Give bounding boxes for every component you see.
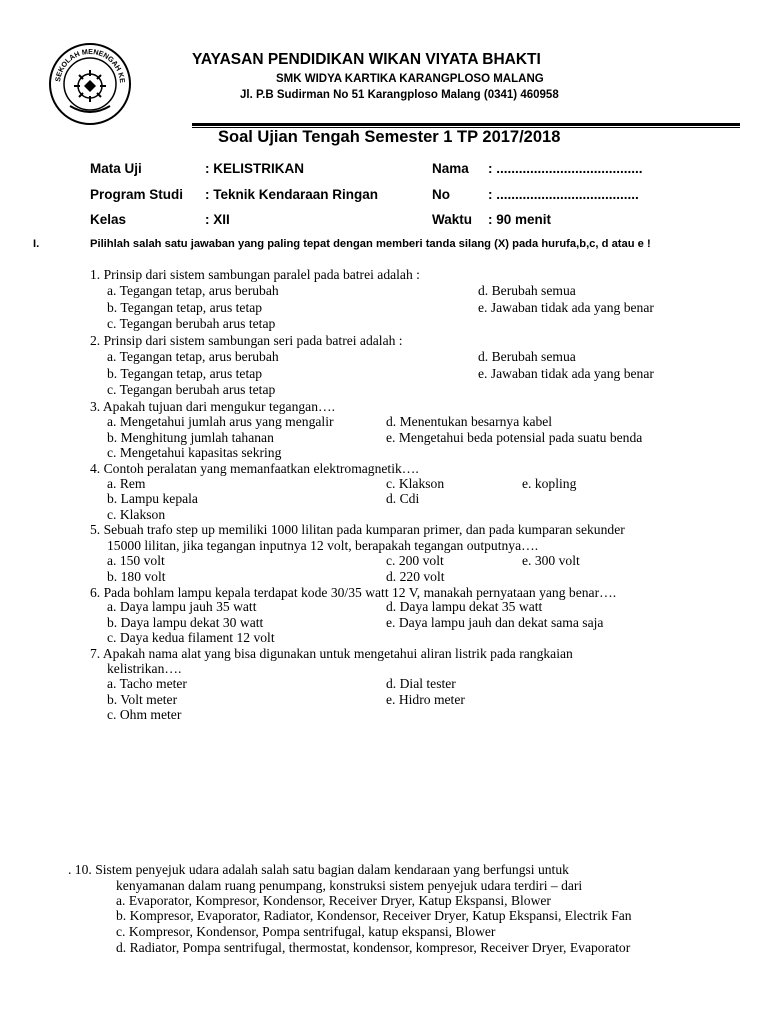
q6-option-a: a. Daya lampu jauh 35 watt (107, 599, 257, 614)
q1-option-a: a. Tegangan tetap, arus berubah (107, 283, 279, 298)
program-studi-value: : Teknik Kendaraan Ringan (205, 187, 379, 202)
q6-option-e: e. Daya lampu jauh dan dekat sama saja (386, 615, 604, 630)
q10-option-a: a. Evaporator, Kompresor, Kondensor, Receiver Dryer, Katup Ekspansi, Blower (116, 893, 551, 908)
no-value: : ...................................... (488, 187, 639, 202)
q4-option-c: c. Klakson (107, 507, 166, 522)
q5-option-b: b. 180 volt (107, 569, 166, 584)
question-7-line-1: 7. Apakah nama alat yang bisa digunakan untuk mengetahui aliran listrik pada rangkaian (90, 646, 573, 661)
waktu-label: Waktu (432, 212, 472, 227)
q3-option-c: c. Mengetahui kapasitas sekring (107, 445, 282, 460)
q6-option-d: d. Daya lampu dekat 35 watt (386, 599, 543, 614)
q4-option-a: a. Rem (107, 476, 146, 491)
q7-option-e: e. Hidro meter (386, 692, 465, 707)
q10-option-c: c. Kompresor, Kondensor, Pompa sentrifugal, katup ekspansi, Blower (116, 924, 496, 939)
svg-text:SEKOLAH MENENGAH KEJURUAN: SEKOLAH MENENGAH KE (53, 46, 128, 84)
q7-option-c: c. Ohm meter (107, 707, 182, 722)
school-name: SMK WIDYA KARTIKA KARANGPLOSO MALANG (276, 73, 544, 85)
org-name: YAYASAN PENDIDIKAN WIKAN VIYATA BHAKTI (192, 51, 541, 68)
question-5-line-1: 5. Sebuah trafo step up memiliki 1000 lilitan pada kumparan primer, dan pada kumparan sekunder (90, 522, 625, 537)
q4-option-b: b. Lampu kepala (107, 491, 198, 506)
waktu-value: : 90 menit (488, 212, 552, 227)
mata-uji-value: : KELISTRIKAN (205, 161, 304, 176)
q1-option-c: c. Tegangan berubah arus tetap (107, 316, 276, 331)
q4-option-d: d. Cdi (386, 491, 420, 506)
q10-option-b: b. Kompresor, Evaporator, Radiator, Kondensor, Receiver Dryer, Katup Ekspansi, Electrik Fan (116, 908, 632, 923)
q3-option-b: b. Menghitung jumlah tahanan (107, 430, 274, 445)
q5-option-e: e. 300 volt (522, 553, 580, 568)
kelas-value: : XII (205, 212, 230, 227)
program-studi-label: Program Studi (90, 187, 184, 202)
q7-option-a: a. Tacho meter (107, 676, 187, 691)
q2-option-c: c. Tegangan berubah arus tetap (107, 382, 276, 397)
q5-option-a: a. 150 volt (107, 553, 165, 568)
question-10-line-2: kenyamanan dalam ruang penumpang, konstruksi sistem penyejuk udara terdiri – dari (116, 878, 583, 893)
q5-option-d: d. 220 volt (386, 569, 445, 584)
q4-option-c2: c. Klakson (386, 476, 445, 491)
q6-option-b: b. Daya lampu dekat 30 watt (107, 615, 264, 630)
question-6: 6. Pada bohlam lampu kepala terdapat kode 30/35 watt 12 V, manakah pernyataan yang benar…. (90, 585, 617, 600)
school-logo (48, 42, 132, 126)
kelas-label: Kelas (90, 212, 127, 227)
header-divider-thick (192, 123, 740, 126)
q3-option-a: a. Mengetahui jumlah arus yang mengalir (107, 414, 334, 429)
instruction-number: I. (33, 238, 40, 250)
question-3: 3. Apakah tujuan dari mengukur tegangan…. (90, 399, 335, 414)
q7-option-b: b. Volt meter (107, 692, 178, 707)
q2-option-a: a. Tegangan tetap, arus berubah (107, 349, 279, 364)
q1-option-d: d. Berubah semua (478, 283, 576, 298)
no-label: No (432, 187, 450, 202)
q3-option-e: e. Mengetahui beda potensial pada suatu benda (386, 430, 643, 445)
q1-option-b: b. Tegangan tetap, arus tetap (107, 300, 263, 315)
q10-option-d: d. Radiator, Pompa sentrifugal, thermostat, kondensor, kompresor, Receiver Dryer, Evaporator (116, 940, 631, 955)
question-2: 2. Prinsip dari sistem sambungan seri pada batrei adalah : (90, 333, 403, 348)
exam-title: Soal Ujian Tengah Semester 1 TP 2017/2018 (218, 128, 561, 146)
q3-option-d: d. Menentukan besarnya kabel (386, 414, 553, 429)
q2-option-b: b. Tegangan tetap, arus tetap (107, 366, 263, 381)
q5-option-c: c. 200 volt (386, 553, 444, 568)
question-7-line-2: kelistrikan…. (107, 661, 182, 676)
q7-option-d: d. Dial tester (386, 676, 456, 691)
school-address: Jl. P.B Sudirman No 51 Karangploso Malang (0341) 460958 (240, 89, 559, 101)
instruction-text: Pilihlah salah satu jawaban yang paling tepat dengan memberi tanda silang (X) pada hurufa,b,c, d atau e ! (90, 238, 651, 250)
question-4: 4. Contoh peralatan yang memanfaatkan elektromagnetik…. (90, 461, 419, 476)
question-5-line-2: 15000 lilitan, jika tegangan inputnya 12 volt, berapakah tegangan outputnya…. (107, 538, 539, 553)
nama-label: Nama (432, 161, 469, 176)
q4-option-e: e. kopling (522, 476, 577, 491)
question-10-line-1: . 10. Sistem penyejuk udara adalah salah satu bagian dalam kendaraan yang berfungsi untuk (68, 862, 569, 877)
q1-option-e: e. Jawaban tidak ada yang benar (478, 300, 654, 315)
q2-option-e: e. Jawaban tidak ada yang benar (478, 366, 654, 381)
mata-uji-label: Mata Uji (90, 161, 142, 176)
q2-option-d: d. Berubah semua (478, 349, 576, 364)
nama-value: : ....................................... (488, 161, 643, 176)
question-1: 1. Prinsip dari sistem sambungan paralel pada batrei adalah : (90, 267, 420, 282)
q6-option-c: c. Daya kedua filament 12 volt (107, 630, 275, 645)
